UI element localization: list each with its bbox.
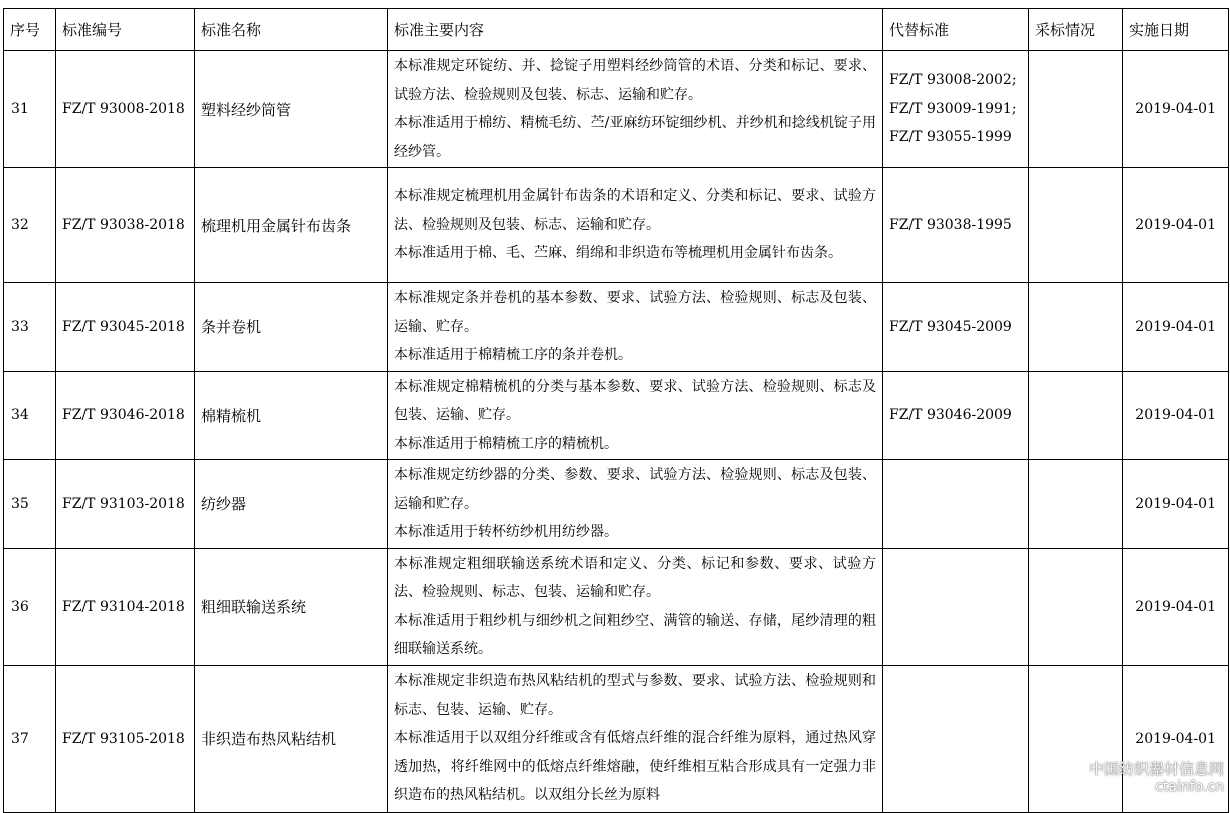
table-row [4, 460, 1229, 549]
header-name: 标准名称 [195, 9, 388, 51]
content-applicability: 本标准适用于以双组分纤维或含有低熔点纤维的混合纤维为原料，通过热风穿透加热，将纤维网中的低熔点纤维熔融，使纤维相互粘合形成具有一定强力非织造布的热风粘结机。以双组分长丝为原料 [394, 730, 876, 804]
table-row [4, 51, 1229, 168]
content-scope: 本标准规定纺纱器的分类、参数、要求、试验方法、检验规则、标志及包装、运输和贮存。 [394, 467, 876, 512]
content-applicability: 本标准适用于棉、毛、苎麻、绢绵和非织造布等梳理机用金属针布齿条。 [394, 245, 842, 262]
replaced-standard: FZ/T 93008-2002; [889, 72, 1017, 89]
row-replaces [883, 548, 1029, 665]
row-seq: 35 [4, 460, 56, 549]
row-adoption [1029, 168, 1123, 283]
table-row [4, 548, 1229, 665]
replaced-standard: FZ/T 93046-2009 [889, 407, 1012, 423]
watermark-name: 中国纺织器材信息网 [1088, 760, 1224, 778]
row-content [388, 51, 883, 168]
row-adoption [1029, 51, 1123, 168]
row-replaces [883, 665, 1029, 812]
row-date: 2019-04-01 [1123, 283, 1229, 372]
row-seq: 33 [4, 283, 56, 372]
row-content [388, 665, 883, 812]
replaced-standard: FZ/T 93045-2009 [889, 318, 1012, 335]
row-standard-number: FZ/T 93038-2018 [56, 168, 195, 283]
row-date: 2019-04-01 [1123, 371, 1229, 460]
row-standard-name: 条并卷机 [195, 283, 388, 372]
row-standard-name: 粗细联输送系统 [195, 548, 388, 665]
row-replaces [883, 283, 1029, 372]
row-adoption [1029, 460, 1123, 549]
row-adoption [1029, 371, 1123, 460]
row-standard-number: FZ/T 93045-2018 [56, 283, 195, 372]
table-header-row [4, 9, 1229, 51]
row-replaces [883, 168, 1029, 283]
row-standard-number: FZ/T 93046-2018 [56, 371, 195, 460]
header-content: 标准主要内容 [388, 9, 883, 51]
row-adoption [1029, 283, 1123, 372]
row-date: 2019-04-01 [1123, 51, 1229, 168]
replaced-standard: FZ/T 93038-1995 [889, 216, 1012, 233]
row-replaces [883, 51, 1029, 168]
row-seq: 31 [4, 51, 56, 168]
row-adoption [1029, 548, 1123, 665]
row-standard-number: FZ/T 93104-2018 [56, 548, 195, 665]
content-scope: 本标准规定环锭纺、并、捻锭子用塑料经纱筒管的术语、分类和标记、要求、试验方法、检验规则及包装、标志、运输和贮存。 [394, 58, 876, 103]
header-adoption: 采标情况 [1029, 9, 1123, 51]
row-standard-number: FZ/T 93008-2018 [56, 51, 195, 168]
row-seq: 32 [4, 168, 56, 283]
table-row [4, 371, 1229, 460]
row-content [388, 168, 883, 283]
content-scope: 本标准规定粗细联输送系统术语和定义、分类、标记和参数、要求、试验方法、检验规则、标志、包装、运输和贮存。 [394, 555, 876, 600]
site-watermark [1089, 760, 1224, 796]
header-number: 标准编号 [56, 9, 195, 51]
row-standard-name: 非织造布热风粘结机 [195, 665, 388, 812]
row-seq: 34 [4, 371, 56, 460]
row-content [388, 283, 883, 372]
content-applicability: 本标准适用于棉精梳工序的条并卷机。 [394, 347, 632, 363]
row-date: 2019-04-01 [1123, 665, 1229, 812]
row-content [388, 371, 883, 460]
header-seq: 序号 [4, 9, 56, 51]
row-seq: 36 [4, 548, 56, 665]
row-date: 2019-04-01 [1123, 460, 1229, 549]
content-scope: 本标准规定梳理机用金属针布齿条的术语和定义、分类和标记、要求、试验方法、检验规则及包装、标志、运输和贮存。 [394, 188, 876, 233]
table-row [4, 665, 1229, 812]
header-date: 实施日期 [1123, 9, 1229, 51]
replaced-standard: FZ/T 93009-1991; [889, 100, 1017, 117]
content-scope: 本标准规定非织造布热风粘结机的型式与参数、要求、试验方法、检验规则和标志、包装、运输、贮存。 [394, 673, 876, 718]
row-standard-name: 纺纱器 [195, 460, 388, 549]
row-standard-name: 塑料经纱筒管 [195, 51, 388, 168]
content-scope: 本标准规定棉精梳机的分类与基本参数、要求、试验方法、检验规则、标志及包装、运输、贮存。 [394, 378, 876, 423]
header-replaces: 代替标准 [883, 9, 1029, 51]
content-scope: 本标准规定条并卷机的基本参数、要求、试验方法、检验规则、标志及包装、运输、贮存。 [394, 290, 876, 335]
row-standard-name: 棉精梳机 [195, 371, 388, 460]
watermark-site: ctainfo.cn [1155, 779, 1224, 795]
row-date: 2019-04-01 [1123, 548, 1229, 665]
row-content [388, 460, 883, 549]
standards-table [3, 8, 1229, 813]
table-row [4, 283, 1229, 372]
row-seq: 37 [4, 665, 56, 812]
replaced-standard: FZ/T 93055-1999 [889, 129, 1012, 146]
row-standard-name: 梳理机用金属针布齿条 [195, 168, 388, 283]
row-replaces [883, 460, 1029, 549]
content-applicability: 本标准适用于转杯纺纱机用纺纱器。 [394, 524, 618, 540]
table-row [4, 168, 1229, 283]
row-replaces [883, 371, 1029, 460]
content-applicability: 本标准适用于棉精梳工序的精梳机。 [394, 435, 618, 452]
row-standard-number: FZ/T 93103-2018 [56, 460, 195, 549]
content-applicability: 本标准适用于棉纺、精梳毛纺、苎/亚麻纺环锭细纱机、并纱机和捻线机锭子用经纱管。 [394, 115, 876, 160]
row-standard-number: FZ/T 93105-2018 [56, 665, 195, 812]
content-applicability: 本标准适用于粗纱机与细纱机之间粗纱空、满管的输送、存储，尾纱清理的粗细联输送系统。 [394, 612, 876, 657]
row-content [388, 548, 883, 665]
row-date: 2019-04-01 [1123, 168, 1229, 283]
